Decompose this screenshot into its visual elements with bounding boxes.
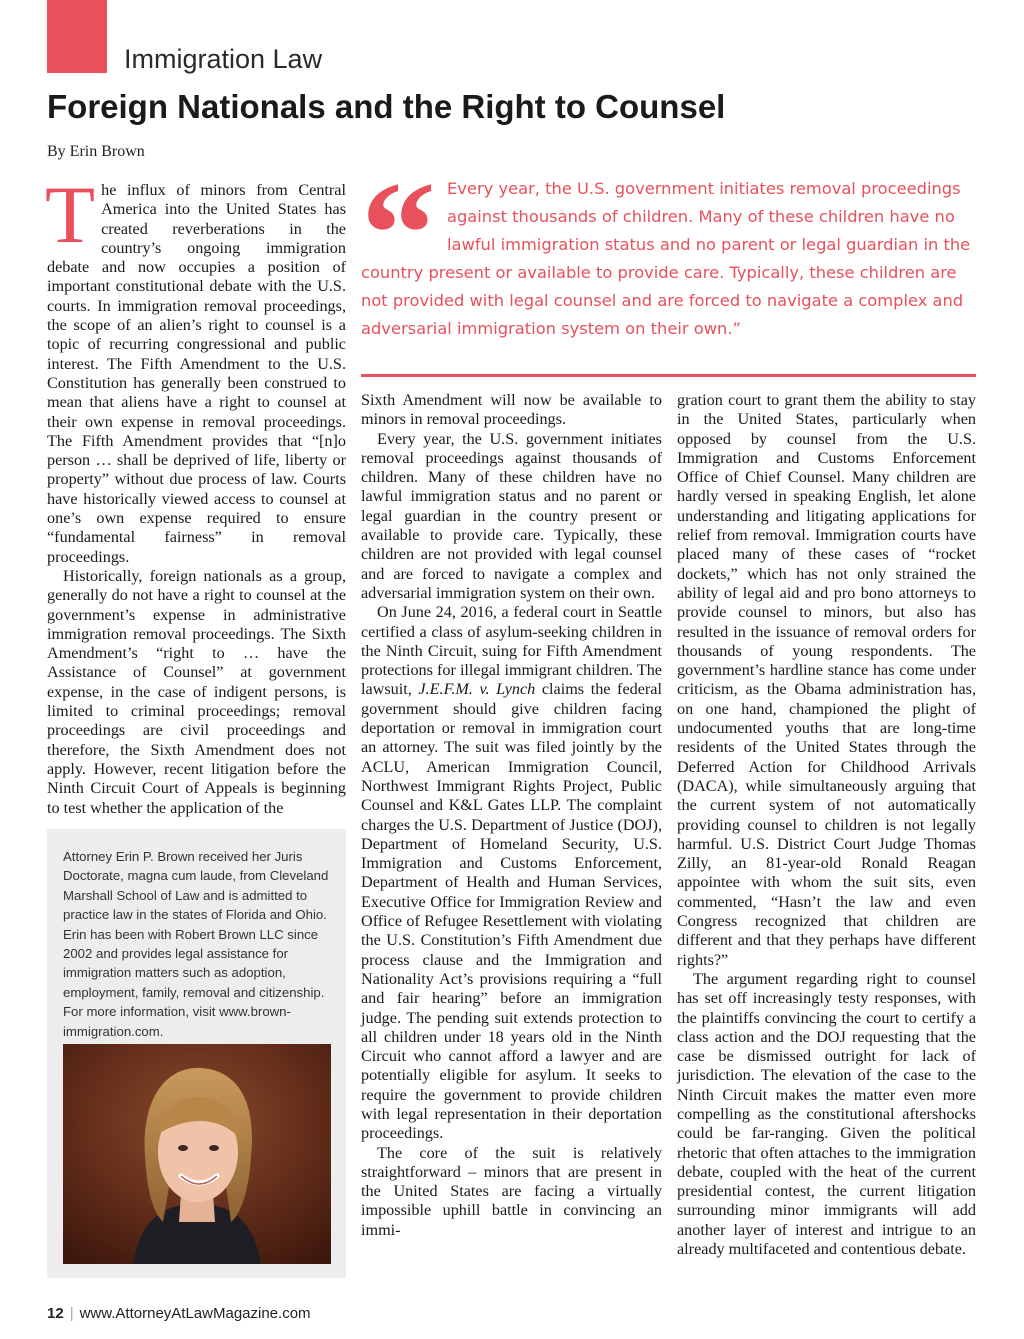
magazine-website-link[interactable]: www.AttorneyAtLawMagazine.com: [79, 1305, 311, 1322]
pull-quote-text: Every year, the U.S. government initiates removal proceedings against thousands of children. Many of these children have no lawful immigration status and no parent or legal guardian in the country present or available to provide care. Typically, these children are not provided with legal counsel and are forced to navigate a complex and adversarial immigration system on their own.”: [361, 179, 971, 338]
case-name: J.E.F.M. v. Lynch: [418, 680, 536, 699]
author-bio-box: [47, 829, 346, 1278]
article-title: Foreign Nationals and the Right to Counsel: [47, 88, 726, 125]
paragraph: gration court to grant them the ability to stay in the United States, particularly when opposed by counsel from the U.S. Immigration and Customs Enforcement Office of Chief Counsel. Many children are hardly versed in speaking English, let alone understanding and litigating applications for relief from removal. Immigration courts have placed many of these cases of “rocket dockets,” which has not only strained the ability of legal aid and pro bono attorneys to provide counsel to minors, but also has resulted in the issuance of removal orders for thousands of young respondents. The government’s hardline stance has come under criticism, as the Obama administration has, on one hand, championed the plight of undocumented youths that are long-time residents of the United States through the Deferred Action for Childhood Arrivals (DACA), while simultaneously arguing that the current system of not automatically providing counsel to children is not legally harmful. U.S. District Court Judge Thomas Zilly, an 81-year-old Ronald Reagan appointee with whom the suit sits, even commented, “Hasn’t the law and even Congress recognized that children are different and that they perhaps have different rights?”: [677, 391, 976, 969]
paragraph-text: On June 24, 2016, a federal court in Seattle certified a class of asylum-seeking children in the Ninth Circuit, suing for Fifth Amendment protections for illegal immigrant children. The lawsuit,: [361, 603, 662, 699]
article-column-3: [677, 391, 976, 1259]
paragraph: Historically, foreign nationals as a group, generally do not have a right to counsel at the government’s expense in administrative immigration removal proceedings. The Sixth Amendment’s “right to … have the Assistance of Counsel” at government expense, in the case of indigent persons, is limited to criminal proceedings; removal proceedings are civil proceedings and therefore, the Sixth Amendment does not apply. However, recent litigation before the Ninth Circuit Court of Appeals is beginning to test whether the application of the: [47, 566, 346, 817]
pull-quote-divider: [361, 374, 976, 377]
paragraph: he influx of minors from Central America into the United States has created reverberations in the country’s ongoing immigration debate and now occupies a position of important constitutional debate with the U.S. courts. In immigration removal proceedings, the scope of an alien’s right to counsel is a topic of recurring congressional and public interest. The Fifth Amendment to the U.S. Constitution has generally been construed to mean that aliens have a right to counsel at their own expense in removal proceedings. The Fifth Amendment provides that “[n]o person … shall be deprived of life, liberty or property” without due process of law. Courts have historically viewed access to counsel at one’s own expense required to ensure “fundamental fairness” in removal proceedings.: [47, 181, 346, 566]
drop-cap: T: [45, 169, 96, 260]
quotation-mark-icon: “: [361, 151, 436, 317]
section-label: Immigration Law: [124, 44, 323, 74]
section-color-block: [47, 0, 107, 73]
page-footer: [47, 1305, 311, 1322]
page-number: 12: [47, 1305, 64, 1322]
paragraph-text: claims the federal government should give children facing deportation or removal in immigration court an attorney. The suit was filed jointly by the ACLU, American Immigration Council, Northwest Immigrant Rights Project, Public Counsel and K&L Gates LLP. The complaint charges the U.S. Department of Justice (DOJ), Department of Homeland Security, U.S. Immigration and Customs Enforcement, Department of Health and Human Services, Executive Office for Immigration Review and Office of Refugee Resettlement with violating the U.S. Constitution’s Fifth Amendment due process clause and the Immigration and Nationality Act’s provisions requiring a “full and fair hearing” before an immigration judge. The pending suit extends protection to all children under 18 years old in the Ninth Circuit who cannot afford a lawyer and are potentially eligible for asylum. It seeks to require the government to provide children with legal representation in their deportation proceedings.: [361, 680, 662, 1143]
byline: By Erin Brown: [47, 143, 145, 160]
paragraph: The core of the suit is relatively straightforward – minors that are present in the United States are facing a virtually impossible uphill battle in convincing an immi-: [361, 1143, 662, 1239]
author-bio-text: Attorney Erin P. Brown received her Juris Doctorate, magna cum laude, from Cleveland Marshall School of Law and is admitted to practice law in the states of Florida and Ohio. Erin has been with Robert Brown LLC since 2002 and provides legal assistance for immigration matters such as adoption, employment, family, removal and citizenship. For more information, visit www.brown-immigration.com.: [63, 849, 329, 1039]
article-column-2: [361, 391, 662, 1240]
paragraph: [361, 603, 662, 1143]
footer-divider: |: [69, 1305, 74, 1322]
article-column-1: [45, 169, 346, 818]
pull-quote: [361, 151, 976, 343]
paragraph: The argument regarding right to counsel has set off increasingly testy responses, with the plaintiffs convincing the court to certify a class action and the DOJ requesting that the case be dismissed outright for lack of jurisdiction. The elevation of the case to the Ninth Circuit makes the matter even more compelling as the constitutional aftershocks could be far-ranging. Given the political rhetoric that often attaches to the immigration debate, coupled with the heat of the current presidential contest, the current litigation surrounding minor immigrants will add another layer of interest and intrigue to an already multifaceted and contentious debate.: [677, 969, 976, 1259]
paragraph: Sixth Amendment will now be available to minors in removal proceedings.: [361, 391, 662, 429]
author-photo: [63, 1044, 331, 1264]
paragraph: Every year, the U.S. government initiates removal proceedings against thousands of children. Many of these children have no lawful immigration status and no parent or legal guardian in the country present or available to provide care. Typically, these children are not provided with legal counsel and are forced to navigate a complex and adversarial immigration system on their own.: [361, 429, 662, 602]
